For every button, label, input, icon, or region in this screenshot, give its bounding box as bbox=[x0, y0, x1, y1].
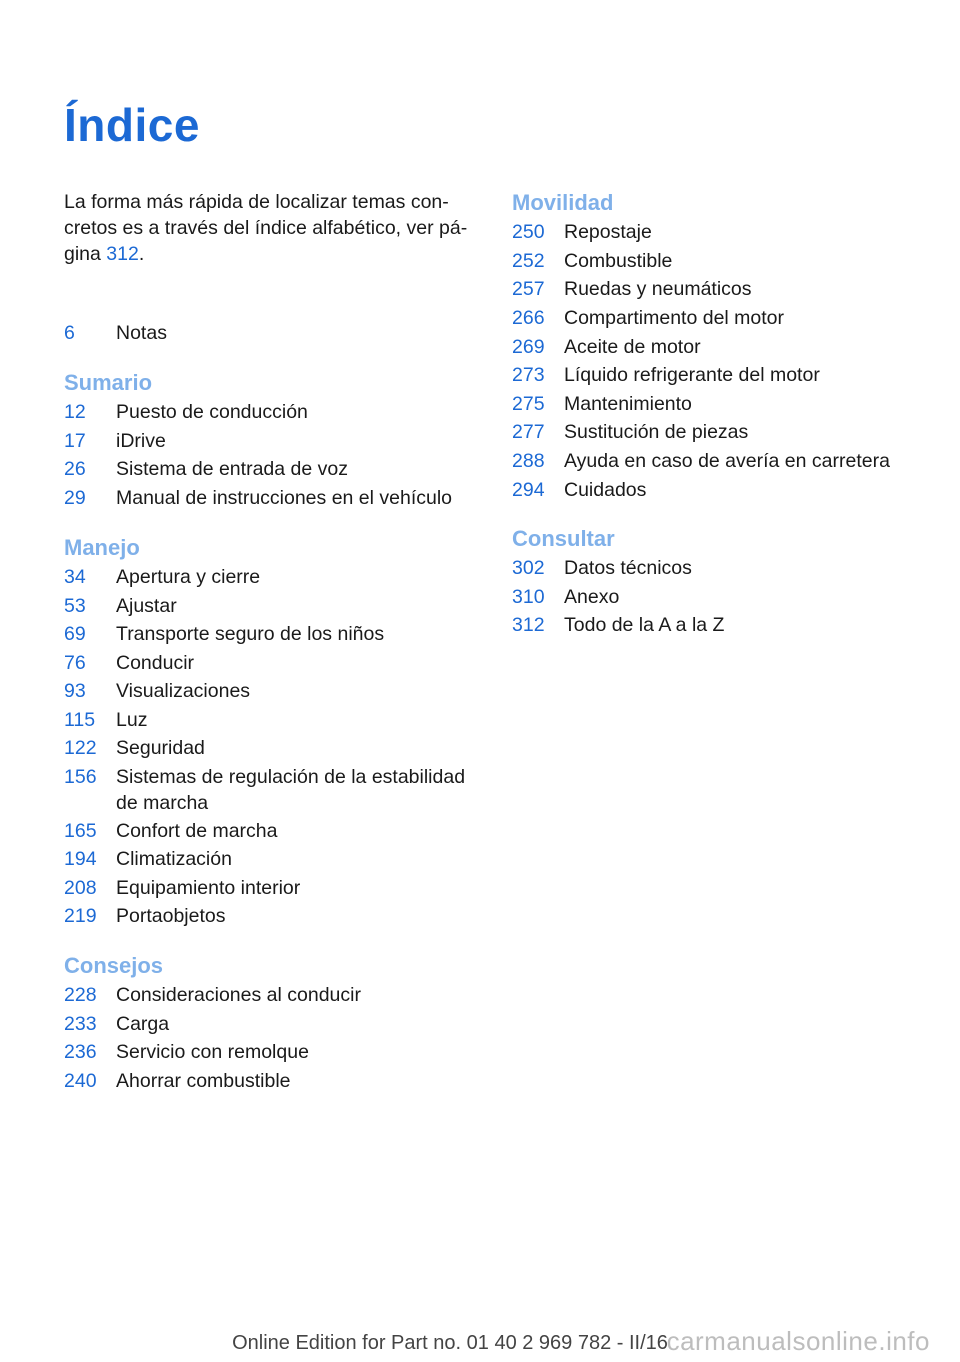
toc-label[interactable]: Ruedas y neumáticos bbox=[564, 278, 752, 300]
toc-page-number[interactable]: 275 bbox=[512, 393, 545, 415]
toc-label[interactable]: Seguridad bbox=[116, 737, 205, 759]
toc-entry[interactable] bbox=[64, 764, 465, 816]
toc-label[interactable]: Consideraciones al conducir bbox=[116, 984, 361, 1006]
toc-page-number[interactable]: 6 bbox=[64, 322, 75, 344]
toc-entry[interactable] bbox=[64, 621, 384, 647]
footer-edition: Online Edition for Part no. 01 40 2 969 782 - II/16 bbox=[232, 1332, 668, 1354]
section-title-consultar: Consultar bbox=[512, 526, 615, 551]
toc-entry[interactable] bbox=[512, 334, 701, 360]
toc-entry[interactable] bbox=[64, 903, 226, 929]
toc-page-number[interactable]: 194 bbox=[64, 848, 97, 870]
toc-entry[interactable] bbox=[64, 456, 348, 482]
toc-label[interactable]: Luz bbox=[116, 709, 148, 731]
section-title-manejo: Manejo bbox=[64, 535, 140, 560]
toc-label[interactable]: Todo de la A a la Z bbox=[564, 614, 725, 636]
toc-page-number[interactable]: 12 bbox=[64, 401, 86, 423]
intro-line-3: gina bbox=[64, 243, 107, 265]
toc-page-number[interactable]: 250 bbox=[512, 221, 545, 243]
toc-entry[interactable] bbox=[64, 564, 260, 590]
toc-page-number[interactable]: 93 bbox=[64, 680, 86, 702]
intro-end: . bbox=[138, 243, 145, 265]
toc-page-number[interactable]: 266 bbox=[512, 307, 545, 329]
toc-page-number[interactable]: 122 bbox=[64, 737, 97, 759]
section-title-movilidad: Movilidad bbox=[512, 190, 614, 215]
toc-entry[interactable] bbox=[64, 678, 250, 704]
toc-page-number[interactable]: 302 bbox=[512, 557, 545, 579]
toc-page-number[interactable]: 257 bbox=[512, 278, 545, 300]
toc-label-line-2[interactable]: de marcha bbox=[116, 792, 209, 814]
toc-entry[interactable] bbox=[512, 584, 619, 610]
toc-label[interactable]: Líquido refrigerante del motor bbox=[564, 364, 820, 386]
toc-entry[interactable] bbox=[64, 707, 147, 733]
toc-label[interactable]: Manual de instrucciones en el vehículo bbox=[116, 487, 453, 509]
toc-entry[interactable] bbox=[64, 428, 166, 454]
toc-label[interactable]: Ajustar bbox=[116, 595, 177, 617]
toc-label-line-1[interactable]: Sistemas de regulación de la estabilidad bbox=[116, 766, 466, 788]
toc-entry[interactable] bbox=[64, 485, 452, 511]
intro-paragraph bbox=[64, 189, 484, 267]
toc-label[interactable]: Carga bbox=[116, 1013, 170, 1035]
toc-page-number[interactable]: 69 bbox=[64, 623, 86, 645]
toc-label[interactable]: Sustitución de piezas bbox=[564, 421, 749, 443]
toc-entry[interactable] bbox=[64, 593, 177, 619]
toc-page-number[interactable]: 240 bbox=[64, 1070, 97, 1092]
toc-entry[interactable] bbox=[64, 735, 205, 761]
toc-label[interactable]: Mantenimiento bbox=[564, 393, 692, 415]
toc-entry[interactable] bbox=[64, 320, 167, 346]
toc-entry[interactable] bbox=[64, 846, 232, 872]
intro-line-1: La forma más rápida de localizar temas con- bbox=[64, 191, 449, 213]
toc-label[interactable]: Climatización bbox=[116, 848, 232, 870]
page-title: Índice bbox=[64, 99, 200, 151]
toc-page-number[interactable]: 273 bbox=[512, 364, 545, 386]
section-title-sumario: Sumario bbox=[64, 370, 153, 395]
toc-entry[interactable] bbox=[512, 391, 692, 417]
toc-page-number[interactable]: 269 bbox=[512, 336, 545, 358]
toc-label[interactable]: iDrive bbox=[116, 430, 166, 452]
toc-page-number[interactable]: 236 bbox=[64, 1041, 97, 1063]
toc-label[interactable] bbox=[116, 764, 465, 816]
toc-label[interactable]: Notas bbox=[116, 322, 167, 344]
toc-entry[interactable] bbox=[512, 276, 752, 302]
toc-entry[interactable] bbox=[512, 612, 724, 638]
toc-page-number[interactable]: 76 bbox=[64, 652, 86, 674]
toc-entry[interactable] bbox=[64, 1039, 309, 1065]
toc-page-number[interactable]: 288 bbox=[512, 450, 545, 472]
toc-label[interactable]: Aceite de motor bbox=[564, 336, 701, 358]
toc-label[interactable]: Equipamiento interior bbox=[116, 877, 301, 899]
section-title-consejos: Consejos bbox=[64, 953, 164, 978]
toc-page-number[interactable]: 277 bbox=[512, 421, 545, 443]
toc-label[interactable]: Cuidados bbox=[564, 479, 647, 501]
toc-label[interactable]: Combustible bbox=[564, 250, 673, 272]
toc-label[interactable]: Apertura y cierre bbox=[116, 566, 261, 588]
toc-label[interactable]: Visualizaciones bbox=[116, 680, 251, 702]
toc-label[interactable]: Servicio con remolque bbox=[116, 1041, 309, 1063]
toc-entry[interactable] bbox=[512, 419, 748, 445]
toc-label[interactable]: Puesto de conducción bbox=[116, 401, 308, 423]
toc-label[interactable]: Ahorrar combustible bbox=[116, 1070, 291, 1092]
toc-page-number[interactable]: 115 bbox=[64, 709, 96, 731]
toc-label[interactable]: Portaobjetos bbox=[116, 905, 226, 927]
toc-label[interactable]: Repostaje bbox=[564, 221, 652, 243]
toc-page-number[interactable]: 294 bbox=[512, 479, 545, 501]
toc-entry[interactable] bbox=[512, 362, 820, 388]
intro-line-2: cretos es a través del índice alfabético, ver pá- bbox=[64, 217, 468, 239]
toc-page-number[interactable]: 17 bbox=[64, 430, 86, 452]
toc-label[interactable]: Ayuda en caso de avería en carretera bbox=[564, 450, 890, 472]
toc-entry[interactable] bbox=[64, 1011, 169, 1037]
toc-page-number[interactable]: 312 bbox=[512, 614, 545, 636]
watermark: carmanualsonline.info bbox=[666, 1326, 930, 1356]
toc-entry[interactable] bbox=[64, 982, 361, 1008]
toc-label[interactable]: Confort de marcha bbox=[116, 820, 278, 842]
toc-label[interactable]: Compartimento del motor bbox=[564, 307, 785, 329]
toc-entry[interactable] bbox=[64, 399, 308, 425]
toc-page-number[interactable]: 29 bbox=[64, 487, 86, 509]
toc-entry[interactable] bbox=[64, 650, 194, 676]
toc-entry[interactable] bbox=[512, 219, 652, 245]
toc-entry[interactable] bbox=[512, 555, 692, 581]
toc-page-number[interactable]: 252 bbox=[512, 250, 545, 272]
toc-page-number[interactable]: 219 bbox=[64, 905, 97, 927]
toc-page-number[interactable]: 34 bbox=[64, 566, 86, 588]
toc-page-number[interactable]: 228 bbox=[64, 984, 97, 1006]
toc-entry[interactable] bbox=[64, 818, 278, 844]
toc-page-number[interactable]: 208 bbox=[64, 877, 97, 899]
toc-label[interactable]: Transporte seguro de los niños bbox=[116, 623, 385, 645]
toc-page-number[interactable]: 233 bbox=[64, 1013, 97, 1035]
toc-page-number[interactable]: 156 bbox=[64, 766, 97, 788]
toc-entry[interactable] bbox=[512, 477, 646, 503]
toc-entry[interactable] bbox=[64, 875, 300, 901]
toc-page-number[interactable]: 26 bbox=[64, 458, 86, 480]
toc-page-number[interactable]: 310 bbox=[512, 586, 545, 608]
toc-page-number[interactable]: 165 bbox=[64, 820, 97, 842]
toc-label[interactable]: Anexo bbox=[564, 586, 620, 608]
toc-label[interactable]: Conducir bbox=[116, 652, 195, 674]
toc-entry[interactable] bbox=[512, 305, 784, 331]
toc-label[interactable]: Datos técnicos bbox=[564, 557, 692, 579]
toc-entry[interactable] bbox=[512, 248, 672, 274]
toc-label[interactable]: Sistema de entrada de voz bbox=[116, 458, 348, 480]
index-page-link[interactable]: 312 bbox=[106, 243, 139, 265]
toc-entry[interactable] bbox=[512, 448, 890, 474]
toc-entry[interactable] bbox=[64, 1068, 291, 1094]
toc-page-number[interactable]: 53 bbox=[64, 595, 86, 617]
